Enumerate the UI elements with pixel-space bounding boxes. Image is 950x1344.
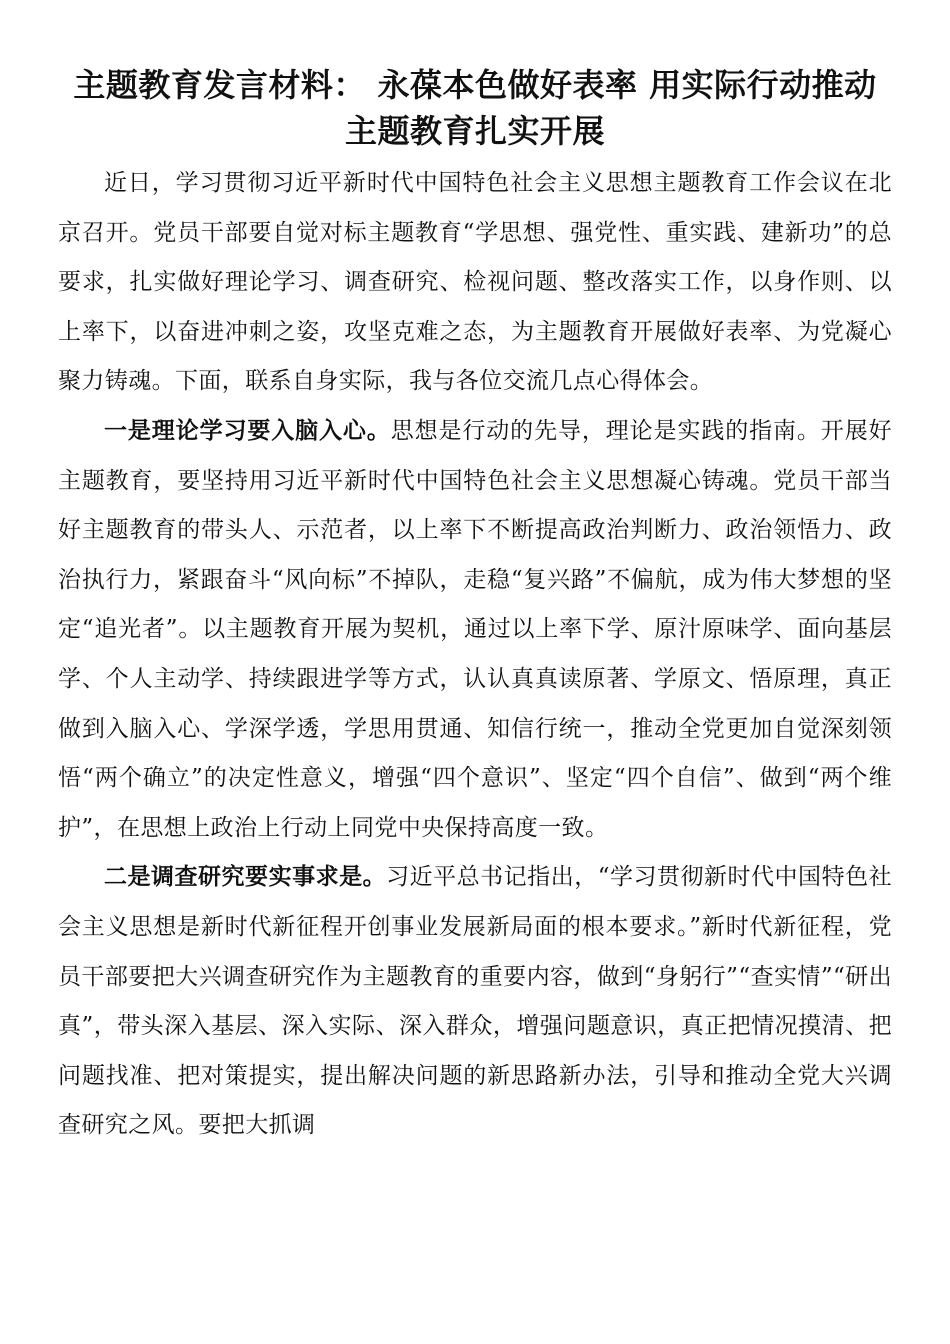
section-heading-2: 二是调查研究要实事求是。	[104, 864, 387, 891]
section-paragraph-2	[58, 853, 892, 1151]
document-page	[58, 62, 892, 1151]
document-title: 主题教育发言材料： 永葆本色做好表率 用实际行动推动主题教育扎实开展	[73, 66, 877, 150]
section-paragraph-1	[58, 407, 892, 853]
intro-paragraph: 近日，学习贯彻习近平新时代中国特色社会主义思想主题教育工作会议在北京召开。党员干部要自觉对标主题教育“学思想、强党性、重实践、建新功”的总要求，扎实做好理论学习、调查研究、检视问题、整改落实工作，以身作则、以上率下，以奋进冲刺之姿，攻坚克难之态，为主题教育开展做好表率、为党凝心聚力铸魂。下面，联系自身实际，我与各位交流几点心得体会。	[58, 170, 892, 395]
section-body-2: 习近平总书记指出，“学习贯彻新时代中国特色社会主义思想是新时代新征程开创事业发展新局面的根本要求。”新时代新征程，党员干部要把大兴调查研究作为主题教育的重要内容，做到“身躬行”“查实情”“研出真”，带头深入基层、深入实际、深入群众，增强问题意识，真正把情况摸清、把问题找准、把对策提实，提出解决问题的新思路新办法，引导和推动全党大兴调查研究之风。要把大抓调	[58, 864, 892, 1139]
section-heading-1: 一是理论学习要入脑入心。	[104, 417, 391, 444]
section-body-1: 思想是行动的先导，理论是实践的指南。开展好主题教育，要坚持用习近平新时代中国特色社会主义思想凝心铸魂。党员干部当好主题教育的带头人、示范者，以上率下不断提高政治判断力、政治领悟力、政治执行力，紧跟奋斗“风向标”不掉队，走稳“复兴路”不偏航，成为伟大梦想的坚定“追光者”。以主题教育开展为契机，通过以上率下学、原汁原味学、面向基层学、个人主动学、持续跟进学等方式，认认真真读原著、学原文、悟原理，真正做到入脑入心、学深学透，学思用贯通、知信行统一，推动全党更加自觉深刻领悟“两个确立”的决定性意义，增强“四个意识”、坚定“四个自信”、做到“两个维护”，在思想上政治上行动上同党中央保持高度一致。	[58, 417, 892, 841]
